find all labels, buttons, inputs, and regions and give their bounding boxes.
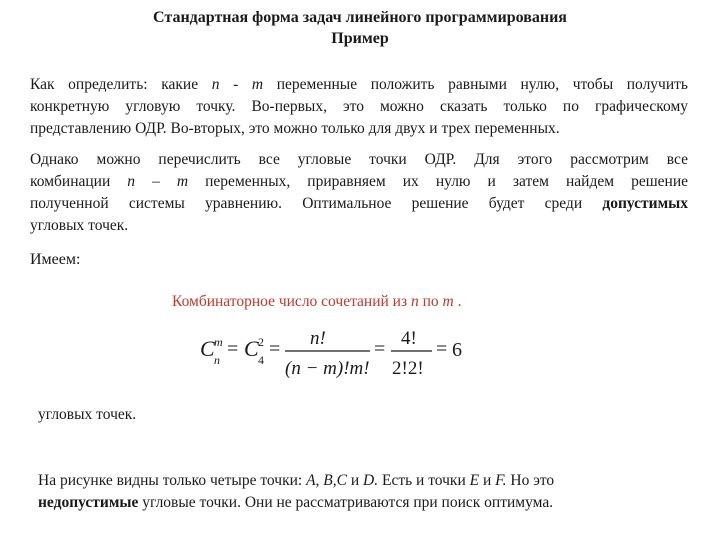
intro-line-2: конкретную угловую точку. Во-первых, это можно сказать только по графическому (30, 98, 688, 115)
formula-numerator-1: n! (310, 328, 326, 349)
enum-line-2: комбинации n – m переменных, приравняем их нулю и затем найдем решение (30, 173, 689, 190)
slide-title: Стандартная форма задач линейного программирования (153, 9, 567, 26)
formula-result: 6 (452, 339, 462, 361)
enum-line-4: угловых точек. (30, 217, 129, 234)
formula-eq-2: = (269, 338, 281, 360)
corner-points-text: угловых точек. (38, 406, 137, 423)
slide-subtitle: Пример (331, 30, 389, 47)
intro-line-3: представлению ОДР. Во-вторых, это можно только для двух и трех переменных. (30, 120, 560, 137)
conclusion-line-1: На рисунке видны только четыре точки: A, B,C и D. Есть и точки E и F. Но это (38, 472, 555, 489)
enum-line-3: полученной системы уравнению. Оптимальное решение будет среди допустимых (30, 195, 688, 212)
formula-denominator-2: 2!2! (392, 358, 424, 379)
formula-eq-1: = (227, 338, 239, 360)
formula-sup-2: 2 (258, 335, 264, 349)
formula-C: C (200, 336, 215, 361)
formula-sub-4: 4 (258, 353, 264, 367)
formula-eq-3: = (374, 338, 386, 360)
conclusion-line-2: недопустимые угловые точки. Они не рассматриваются при поиск оптимума. (38, 494, 554, 511)
formula-eq-4: = (436, 338, 448, 360)
paragraph-intro (30, 74, 688, 140)
formula-numerator-2: 4! (401, 328, 417, 349)
formula-sup-m: m (214, 335, 223, 349)
paragraph-enumerate (30, 149, 688, 237)
formula-sub-n: n (214, 353, 220, 367)
formula-denominator-1: (n − m)!m! (285, 358, 370, 379)
formula-C2: C (244, 336, 259, 361)
enum-line-1: Однако можно перечислить все угловые точки ОДР. Для этого рассмотрим все (30, 151, 688, 168)
combinatorial-caption: Комбинаторное число сочетаний из n по m . (172, 293, 462, 310)
have-label: Имеем: (30, 251, 81, 268)
paragraph-conclusion (38, 470, 688, 514)
intro-line-1: Как определить: какие n - m переменные положить равными нулю, чтобы получить (30, 76, 688, 93)
combination-formula (198, 322, 468, 384)
